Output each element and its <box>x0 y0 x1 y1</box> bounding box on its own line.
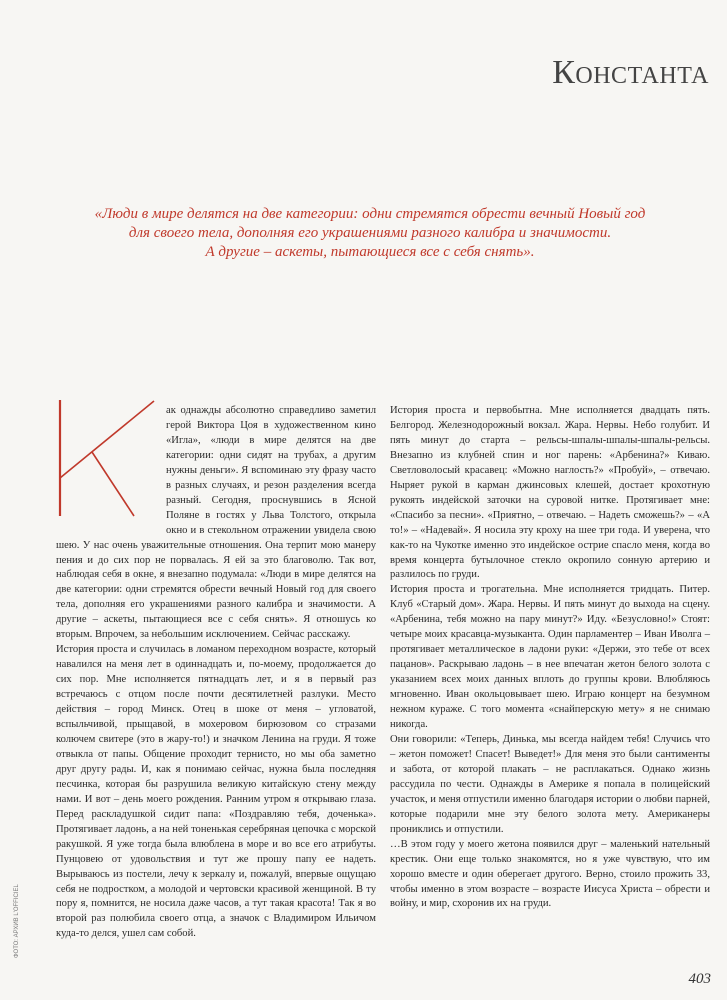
pull-quote <box>70 205 670 262</box>
pull-quote-line: «Люди в мире делятся на две категории: одни стремятся обрести вечный Новый год <box>94 206 646 222</box>
article-column-left <box>56 404 376 942</box>
article-paragraph: …В этом году у моего жетона появился друг – маленький нательный крестик. Они еще только знакомятся, но я уже чувствую, что им хорошо вместе и один оберегает другого. Верно, стоило прожить 33, чтобы именно в этом возрасте – возрасте Иисуса Христа – обрести и войну, и мир, схоронив их на груди. <box>390 838 710 910</box>
page-number: 403 <box>688 971 711 987</box>
article-paragraph: История проста и трогательна. Мне исполняется тридцать. Питер. Клуб «Старый дом». Жара. Нервы. И пять минут до выхода на сцену. «Арбенина, тебя можно на пару минут?» Иду. «Безусловно!» Стоят: четыре моих красавца-музыканта. Один парламентер – Иван Иволга – протягивает металлическое в ладони руки: «Держи, это тебе от всех пацанов». Раскрываю ладонь – в нее впечатан жетон белого золота с указанием всех моих данных вплоть до группы крови. Влюбляюсь мгновенно. Иван окольцовывает шею. Играю концерт на безумном нежном кураже. С того момента «снайперскую мету» я не снимаю никогда. <box>390 584 710 731</box>
article-paragraph: История проста и первобытна. Мне исполняется двадцать пять. Белгород. Железнодорожный вокзал. Жара. Нервы. Небо голубит. И пять минут до старта – рельсы-шпалы-шпалы-шпалы-рельсы. Внезапно из клубней спин и ног парень: «Арбенина?» Киваю. Светловолосый красавец: «Можно наглость?» «Пробуй», – отвечаю. Ныряет рукой в карман джинсовых клешей, достает крохотную рукоять индейской заточки на суровой нитке. Протягивает мне: «Спасибо за песни». «Приятно, – отвечаю. – Надеть сможешь?» – «А то!» – «Надевай». Я носила эту кроху на шее три года. И уверена, что как-то на Чукотке именно это индейское острие спасло меня, когда во время концерта бутылочное стекло окропило сонную артерию и разлилось по груди. <box>390 405 710 581</box>
article-paragraph: Они говорили: «Теперь, Динька, мы всегда найдем тебя! Случись что – жетон поможет! Спасет! Выведет!» Для меня это были сантименты и забота, от которой плакать – не расплакаться. Однако жизнь рассудила по чести. Однажды в Америке я попала в полицейский участок, и меня отпустили именно благодаря истории о любви парней, которые подарили мне эту белого золота мету. Американеры прониклись и отпустили. <box>390 733 710 835</box>
article-column-right <box>390 404 710 912</box>
article-paragraph: История проста и случилась в ломаном переходном возрасте, который навалился на меня лет в одиннадцать и, по-моему, продолжается до сих пор. Мне исполняется пятнадцать лет, и я в первый раз встречаюсь с отцом после почти десятилетней разлуки. Место действия – город Минск. Отец в шоке от меня – угловатой, вспыльчивой, прыщавой, в мохеровом бирюзовом со стразами колючем свитере (это в жару-то!) и значком Ленина на груди. Я тоже отвыкла от папы. Общение проходит тернисто, но мы оба заметно друг другу рады. И, как я понимаю сейчас, нужна была последняя песчинка, которая бы разрушила великую китайскую стену между нами. И вот – день моего рождения. Ранним утром я открываю глаза. Перед раскладушкой сидит папа: «Поздравляю тебя, доченька». Протягивает ладонь, а на ней тоненькая серебряная цепочка с морской ракушкой. Я уже тогда была влюблена в море и во все его атрибуты. Пунцовею от удовольствия и тут же прошу папу ее надеть. Вырываюсь из постели, лечу к зеркалу и, пожалуй, впервые ощущаю себя не подростком, а молодой и чертовски красивой женщиной. В ту пору я, помнится, не носила даже часов, а тут такая красота! Так я во второй раз полюбила своего отца, а значок с Владимиром Ильичом куда-то делся, ушел сам собой. <box>56 644 376 940</box>
pull-quote-line: А другие – аскеты, пытающиеся все с себя снять». <box>205 244 535 260</box>
article-paragraph: ак однажды абсолютно справедливо заметил герой Виктора Цоя в художественном кино «Игла», «люди в мире делятся на две категории: одни сидят на трубах, а другим нужны деньги». Я вспоминаю эту фразу часто в разных случаях, и резон разделения всегда разный. Сегодня, проснувшись в Ясной Поляне в гостях у Льва Толстого, открыла окно и в стекольном отражении увидела свою шею. У нас очень уважительные отношения. Она терпит мою манеру пения и до сих пор не порвалась. Я ей за это благоволю. Так вот, наблюдая себя в окне, я внезапно подумала: «Люди в мире делятся на две категории: одни стремятся обрести вечный Новый год для своего тела, дополняя его украшениями разного калибра и значимости. А другие – аскеты, пытающиеся все с себя снять». Я отношусь ко вторым. Впрочем, за небольшим исключением. Сейчас расскажу. <box>56 405 376 641</box>
pull-quote-line: для своего тела, дополняя его украшениями разного калибра и значимости. <box>128 225 612 241</box>
photo-credit: ФОТО: АРХИВ L'OFFICIEL <box>14 884 20 958</box>
drop-cap-spacer <box>56 404 166 529</box>
page-title: Константа <box>552 54 709 91</box>
